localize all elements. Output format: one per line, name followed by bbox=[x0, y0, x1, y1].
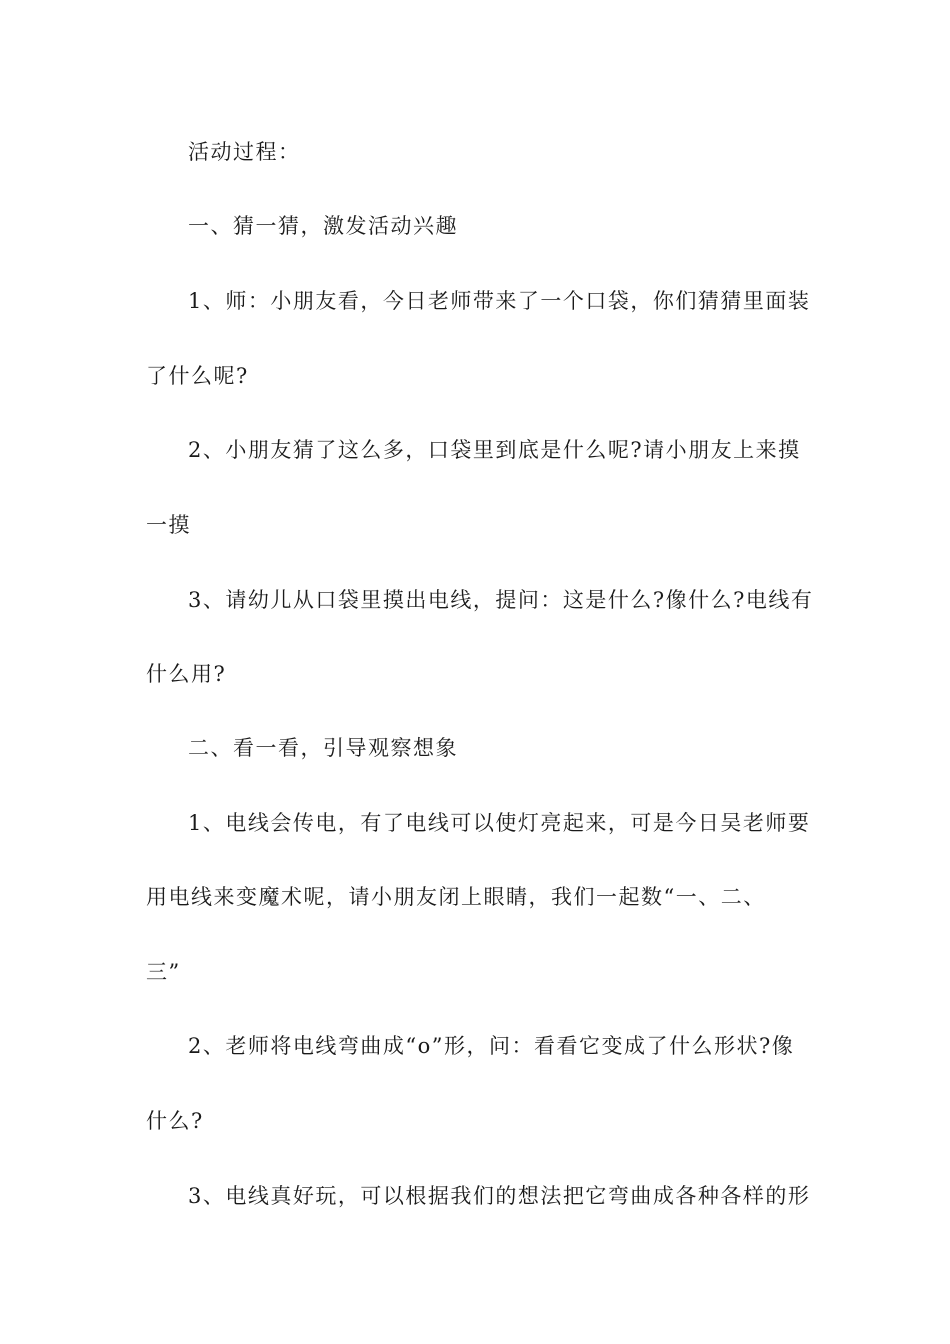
paragraph-line: 三” bbox=[146, 960, 181, 984]
paragraph-line: 1、电线会传电，有了电线可以使灯亮起来，可是今日吴老师要 bbox=[188, 811, 811, 835]
paragraph-line: 用电线来变魔术呢，请小朋友闭上眼睛，我们一起数“一、二、 bbox=[146, 885, 766, 909]
section-heading-look: 二、看一看，引导观察想象 bbox=[188, 736, 458, 760]
section-heading-activity-process: 活动过程： bbox=[188, 140, 301, 164]
paragraph-line: 1、师：小朋友看，今日老师带来了一个口袋，你们猜猜里面装 bbox=[188, 289, 811, 313]
paragraph-line: 3、电线真好玩，可以根据我们的想法把它弯曲成各种各样的形 bbox=[188, 1184, 811, 1208]
paragraph-line: 2、老师将电线弯曲成“o”形，问：看看它变成了什么形状?像 bbox=[188, 1034, 795, 1058]
paragraph-line: 一摸 bbox=[146, 513, 191, 537]
paragraph-line: 什么? bbox=[146, 1109, 204, 1133]
paragraph-line: 了什么呢? bbox=[146, 364, 249, 388]
paragraph-line: 什么用? bbox=[146, 662, 227, 686]
paragraph-line: 3、请幼儿从口袋里摸出电线，提问：这是什么?像什么?电线有 bbox=[188, 588, 814, 612]
paragraph-line: 2、小朋友猜了这么多，口袋里到底是什么呢?请小朋友上来摸 bbox=[188, 438, 801, 462]
section-heading-guess: 一、猜一猜，激发活动兴趣 bbox=[188, 214, 458, 238]
